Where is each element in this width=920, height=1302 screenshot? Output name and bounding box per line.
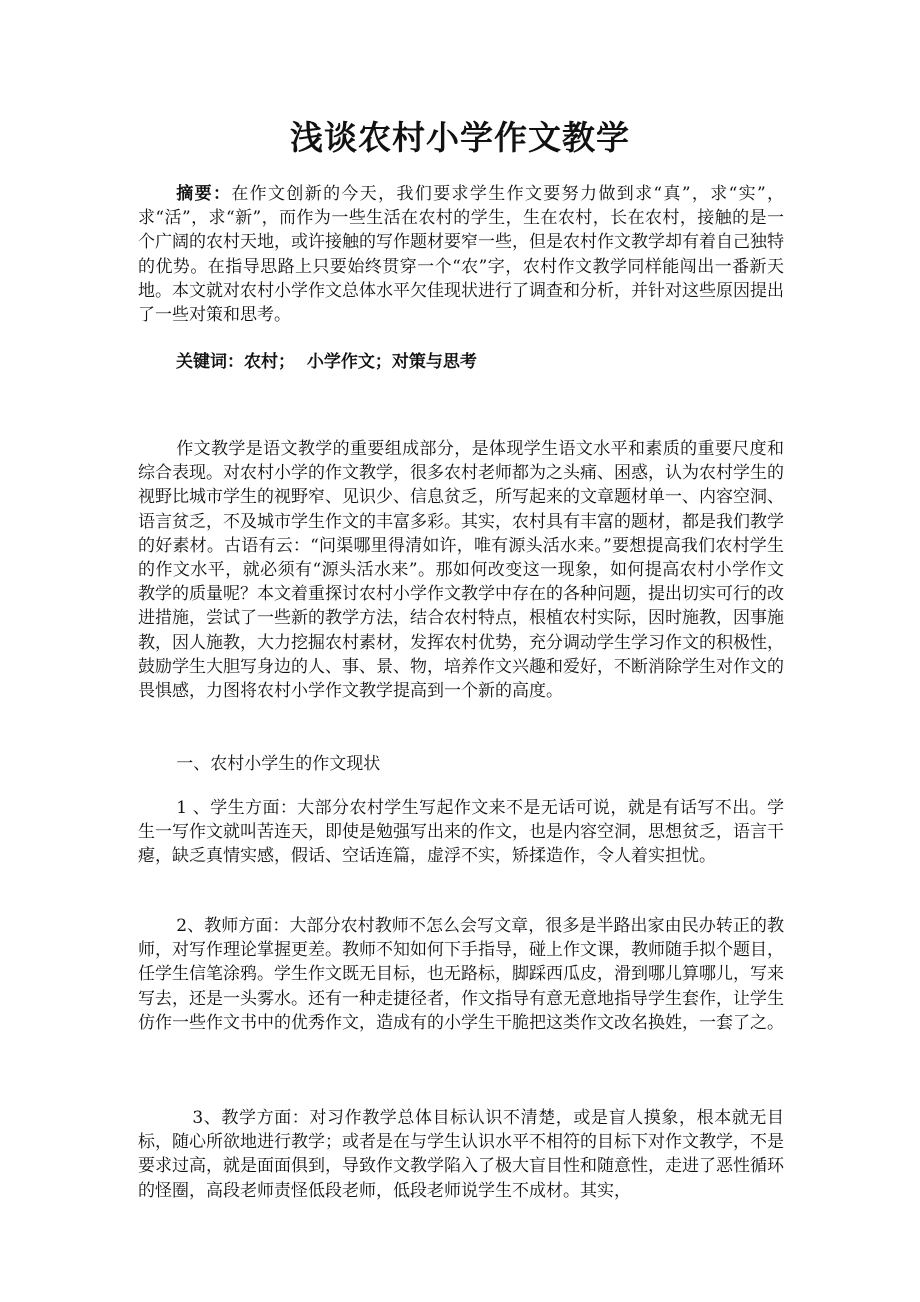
abstract-text: 在作文创新的今天，我们要求学生作文要努力做到求“真”，求“实”，求“活”，求“新”，而作为一些生活在农村的学生，生在农村，长在农村，接触的是一个广阔的农村天地，或许接触的写作题材要窄一些，但是农村作文教学却有着自己独特的优势。在指导思路上只要始终贯穿一个“农”字，农村作文教学同样能闯出一番新天地。本文就对农村小学作文总体水平欠佳现状进行了调查和分析，并针对这些原因提出了一些对策和思考。 — [138, 184, 785, 326]
abstract-label: 摘要： — [176, 184, 232, 204]
teaching-paragraph: 3、教学方面：对习作教学总体目标认识不清楚，或是盲人摸象，根本就无目标，随心所欲地进行教学；或者是在与学生认识水平不相符的目标下对作文教学，不是要求过高，就是面面俱到，导致作文教学陷入了极大盲目性和随意性，走进了恶性循环的怪圈，高段老师责怪低段老师，低段老师说学生不成材。其实， — [138, 1108, 784, 1201]
abstract-paragraph — [138, 182, 784, 327]
teachers-paragraph: 2、教师方面：大部分农村教师不怎么会写文章，很多是半路出家由民办转正的教师，对写作理论掌握更差。教师不知如何下手指导，碰上作文课，教师随手拟个题目，任学生信笔涂鸦。学生作文既无目标，也无路标，脚踩西瓜皮，滑到哪儿算哪儿，写来写去，还是一头雾水。还有一种走捷径者，作文指导有意无意地指导学生套作，让学生仿作一些作文书中的优秀作文，造成有的小学生干脆把这类作文改名换姓，一套了之。 — [138, 916, 784, 1033]
document-title: 浅谈农村小学作文教学 — [290, 118, 630, 157]
students-paragraph: 1 、学生方面：大部分农村学生写起作文来不是无话可说，就是有话写不出。学生一写作文就叫苦连天，即使是勉强写出来的作文，也是内容空洞，思想贫乏，语言干瘪，缺乏真情实感，假话、空话连篇，虚浮不实，矫揉造作，令人着实担忧。 — [138, 798, 784, 867]
section-heading-1: 一、农村小学生的作文现状 — [176, 754, 381, 774]
keywords-line: 关键词：农村； 小学作文；对策与思考 — [176, 352, 477, 372]
intro-paragraph: 作文教学是语文教学的重要组成部分，是体现学生语文水平和素质的重要尺度和综合表现。对农村小学的作文教学，很多农村老师都为之头痛、困惑，认为农村学生的视野比城市学生的视野窄、见识少、信息贫乏，所写起来的文章题材单一、内容空洞、语言贫乏，不及城市学生作文的丰富多彩。其实，农村具有丰富的题材，都是我们教学的好素材。古语有云：“问渠哪里得清如许，唯有源头活水来。”要想提高我们农村学生的作文水平，就必须有“源头活水来”。那如何改变这一现象，如何提高农村小学作文教学的质量呢？本文着重探讨农村小学作文教学中存在的各种问题，提出切实可行的改进措施，尝试了一些新的教学方法，结合农村特点，根植农村实际，因时施教，因事施教，因人施教，大力挖掘农村素材，发挥农村优势，充分调动学生学习作文的积极性，鼓励学生大胆写身边的人、事、景、物，培养作文兴趣和爱好，不断消除学生对作文的畏惧感，力图将农村小学作文教学提高到一个新的高度。 — [138, 439, 784, 702]
